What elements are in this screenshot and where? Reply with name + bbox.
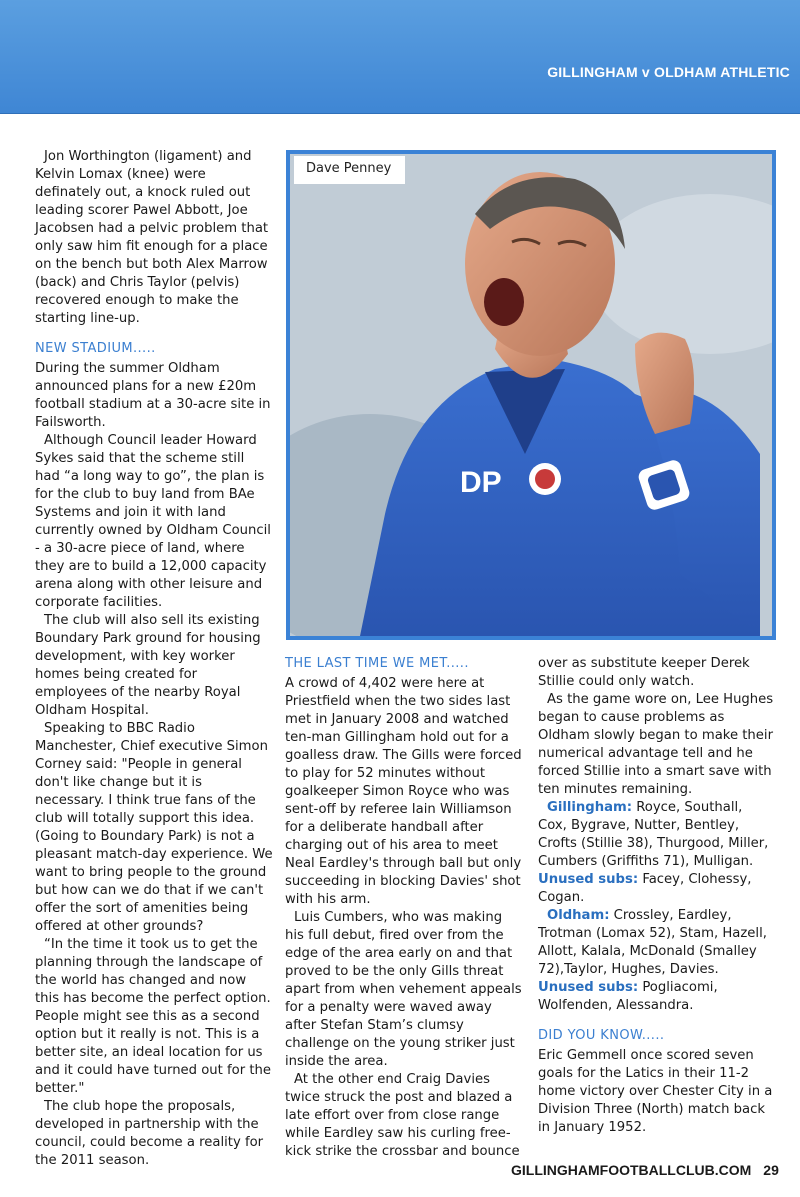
paragraph: Eric Gemmell once scored seven goals for the Latics in their 11-2 home victory over Chester City in a Division Three (North) match back in January 1952.: [538, 1048, 773, 1135]
section-heading-last-time-we-met: THE LAST TIME WE MET.....: [285, 656, 469, 671]
shirt-initials: DP: [460, 466, 502, 499]
manager-photo: [286, 150, 776, 640]
unused-subs-list: Facey, Clohessy, Cogan.: [538, 872, 752, 905]
photo-caption: Dave Penney: [294, 156, 405, 184]
paragraph: Speaking to BBC Radio Manchester, Chief executive Simon Corney said: "People in general don't like change but it is necessary. I think true fans of the club will totally support this idea. (Going to Boundary Park) is not a pleasant match-day experience. We want to bring people to the ground but how can we do that if we can't offer the sort of amenities being offered at other grounds?: [35, 721, 273, 934]
paragraph: over as substitute keeper Derek Stillie could only watch.: [538, 656, 750, 689]
lineup-list: Crossley, Eardley, Trotman (Lomax 52), Stam, Hazell, Allott, Kalala, McDonald (Smalley 72),Taylor, Hughes, Davies.: [538, 908, 767, 977]
footer-website: GILLINGHAMFOOTBALLCLUB.COM: [511, 1162, 752, 1178]
column-2: [285, 655, 523, 1161]
unused-subs-list: Pogliacomi, Wolfenden, Alessandra.: [538, 980, 718, 1013]
paragraph: A crowd of 4,402 were here at Priestfield when the two sides last met in January 2008 and watched ten-man Gillingham hold out for a goalless draw. The Gills were forced to play for 52 minutes without goalkeeper Simon Royce who was sent-off by referee Iain Williamson for a deliberate handball after charging out of his area to meet Neal Eardley's through ball but only succeeding in blocking Davies' shot with his arm.: [285, 676, 522, 907]
paragraph: As the game wore on, Lee Hughes began to cause problems as Oldham slowly began to make their numerical advantage tell and he forced Stillie into a smart save with ten minutes remaining.: [538, 692, 774, 797]
paragraph: The club will also sell its existing Boundary Park ground for housing development, with key worker homes being created for employees of the nearby Royal Oldham Hospital.: [35, 613, 261, 718]
manager-illustration: [290, 154, 772, 636]
paragraph: Luis Cumbers, who was making his full debut, fired over from the edge of the area early on and that proved to be the only Gills threat apart from when vehement appeals for a penalty were waved away after Stefan Stam’s clumsy challenge on the young striker just inside the area.: [285, 910, 522, 1069]
unused-subs-label: Unused subs:: [538, 980, 639, 995]
paragraph: “In the time it took us to get the planning through the landscape of the world has changed and now this has become the perfect option. People might see this as a second option but it really is not. This is a better site, an ideal location for us and it could have turned out for the better.": [35, 937, 271, 1096]
paragraph: During the summer Oldham announced plans for a new £20m football stadium at a 30-acre site in Failsworth.: [35, 361, 271, 430]
lineup-list: Royce, Southall, Cox, Bygrave, Nutter, Bentley, Crofts (Stillie 38), Thurgood, Miller, Cumbers (Griffiths 71), Mulligan.: [538, 800, 769, 869]
column-3: [538, 655, 774, 1137]
running-header-title: GILLINGHAM v OLDHAM ATHLETIC: [547, 64, 790, 80]
team-label: Oldham:: [547, 908, 610, 923]
paragraph: Jon Worthington (ligament) and Kelvin Lomax (knee) were definately out, a knock ruled out leading scorer Pawel Abbott, Joe Jacobsen had a pelvic problem that only saw him fit enough for a place on the bench but both Alex Marrow (back) and Chris Taylor (pelvis) recovered enough to make the starting line-up.: [35, 149, 269, 326]
paragraph: At the other end Craig Davies twice struck the post and blazed a late effort over from close range while Eardley saw his curling free-kick strike the crossbar and bounce: [285, 1072, 520, 1159]
section-heading-did-you-know: DID YOU KNOW.....: [538, 1028, 665, 1043]
page-footer: [511, 1162, 779, 1178]
section-heading-new-stadium: NEW STADIUM.....: [35, 341, 156, 356]
paragraph: The club hope the proposals, developed in partnership with the council, could become a reality for the 2011 season.: [35, 1099, 264, 1168]
gillingham-lineup: [538, 799, 774, 907]
oldham-lineup: [538, 907, 774, 1015]
header-band: [0, 0, 800, 114]
paragraph: Although Council leader Howard Sykes said that the scheme still had “a long way to go”, the plan is for the club to buy land from BAe Systems and join it with land currently owned by Oldham Council - a 30-acre piece of land, where they are to build a 12,000 capacity arena along with other leisure and corporate facilities.: [35, 433, 271, 610]
column-1: [35, 148, 273, 1170]
team-label: Gillingham:: [547, 800, 633, 815]
unused-subs-label: Unused subs:: [538, 872, 639, 887]
page-number: 29: [763, 1162, 779, 1178]
